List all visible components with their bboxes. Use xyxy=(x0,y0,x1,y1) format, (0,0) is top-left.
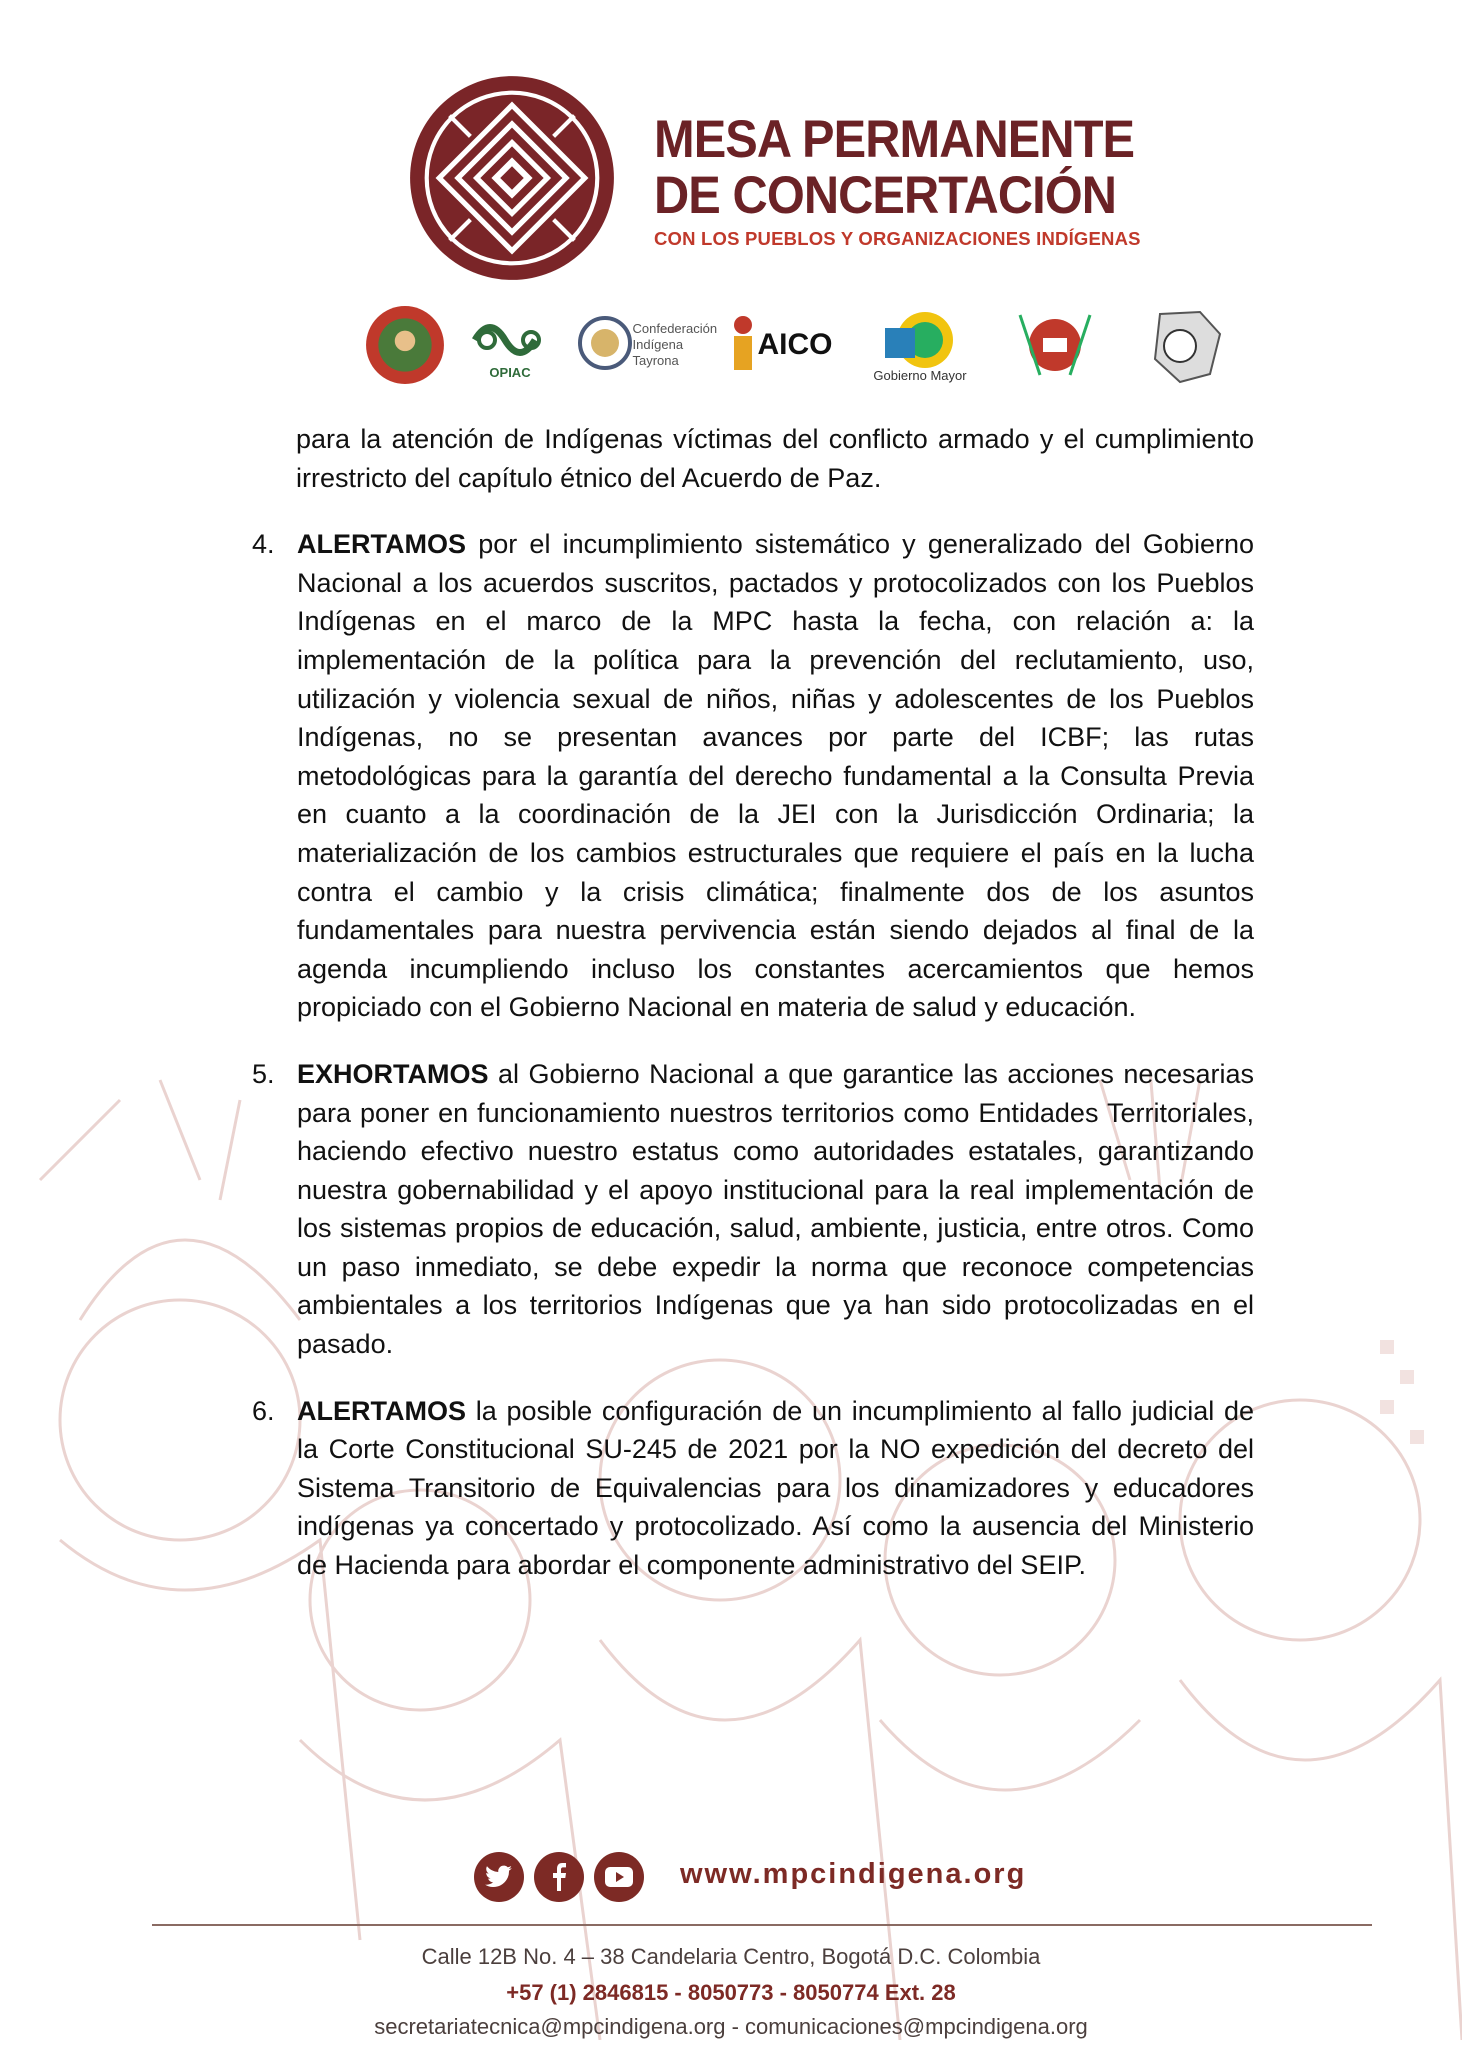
youtube-icon[interactable] xyxy=(594,1852,644,1902)
list-item-6 xyxy=(246,1392,1254,1585)
item-text: por el incumplimiento sistemático y generalizado del Gobierno Nacional a los acuerdos suscritos, pactados y protocolizados con los Pueblos Indígenas en el marco de la MPC hasta la fecha, con relación a: la implementación de la política para la prevención del reclutamiento, uso, utilización y violencia sexual de niños, niñas y adolescentes de los Pueblos Indígenas, no se presentan avances por parte del ICBF; las rutas metodológicas para la garantía del derecho fundamental a la Consulta Previa en cuanto a la coordinación de la JEI con la Jurisdicción Ordinaria; la materialización de los cambios estructurales que requiere el país en la lucha contra el cambio y la crisis climática; finalmente dos de los asuntos fundamentales para nuestra pervivencia están siendo dejados al final de la agenda incumpliendo incluso los constantes acercamientos que hemos propiciado con el Gobierno Nacional en materia de salud y educación. xyxy=(297,529,1254,1023)
item-number: 4. xyxy=(252,529,275,560)
twitter-icon[interactable] xyxy=(474,1852,524,1902)
item-text: la posible configuración de un incumplimiento al fallo judicial de la Corte Constitucional SU-245 de 2021 por la NO expedición del decreto del Sistema Transitorio de Equivalencias para los dinamizadores y educadores indígenas ya concertado y protocolizado. Así como la ausencia del Ministerio de Hacienda para abordar el componente administrativo del SEIP. xyxy=(297,1395,1254,1581)
gobierno-mayor-label: Gobierno Mayor xyxy=(873,367,967,383)
member-organizations-logos xyxy=(360,300,1250,390)
website-link[interactable]: www.mpcindigena.org xyxy=(680,1858,1027,1890)
item-lead: EXHORTAMOS xyxy=(297,1058,489,1089)
aico-label: AICO xyxy=(757,328,833,361)
organization-title xyxy=(654,112,1176,250)
item-text: al Gobierno Nacional a que garantice las acciones necesarias para poner en funcionamiento nuestros territorios como Entidades Territoriales, haciendo efectivo nuestro estatus como autoridades estatales, garantizando nuestra gobernabilidad y el apoyo institucional para la real implementación de los sistemas propios de educación, salud, ambiente, justicia, entre otros. Como un paso inmediato, se debe expedir la norma que reconoce competencias ambientales a los territorios Indígenas que ya han sido protocolizadas en el pasado. xyxy=(297,1058,1254,1360)
footer-address: Calle 12B No. 4 – 38 Candelaria Centro, Bogotá D.C. Colombia xyxy=(421,1944,1041,1969)
facebook-icon[interactable] xyxy=(534,1852,584,1902)
opiac-label: OPIAC xyxy=(489,365,531,380)
mpc-logo-icon xyxy=(408,72,616,284)
title-line-1: MESA PERMANENTE xyxy=(654,110,1135,169)
item-lead: ALERTAMOS xyxy=(297,1395,466,1426)
list-item-5 xyxy=(246,1055,1254,1364)
tayrona-label: Confederación Indígena Tayrona xyxy=(632,321,718,368)
onic-seal-icon xyxy=(360,300,450,390)
page-footer xyxy=(0,1840,1462,2048)
list-item-4 xyxy=(246,525,1254,1027)
title-subtitle: CON LOS PUEBLOS Y ORGANIZACIONES INDÍGENAS xyxy=(654,228,1141,249)
cric-emblem-icon xyxy=(1000,300,1110,390)
intro-paragraph: para la atención de Indígenas víctimas del conflicto armado y el cumplimiento irrestricto del capítulo étnico del Acuerdo de Paz. xyxy=(296,424,1254,493)
map-48-icon xyxy=(1130,300,1240,390)
item-number: 5. xyxy=(252,1058,275,1089)
item-lead: ALERTAMOS xyxy=(297,529,466,560)
document-body xyxy=(246,420,1254,1613)
footer-emails[interactable]: secretariatecnica@mpcindigena.org - comunicaciones@mpcindigena.org xyxy=(374,2014,1088,2039)
item-number: 6. xyxy=(252,1395,275,1426)
footer-phones: +57 (1) 2846815 - 8050773 - 8050774 Ext. 28 xyxy=(506,1980,956,2005)
footer-divider xyxy=(152,1924,1372,1926)
title-line-2: DE CONCERTACIÓN xyxy=(654,166,1117,225)
gobierno-mayor-icon xyxy=(860,300,980,390)
aico-figure-icon xyxy=(720,300,840,390)
tayrona-seal-icon xyxy=(575,300,718,390)
opiac-spiral-icon xyxy=(460,300,560,390)
letterhead xyxy=(0,0,1462,420)
